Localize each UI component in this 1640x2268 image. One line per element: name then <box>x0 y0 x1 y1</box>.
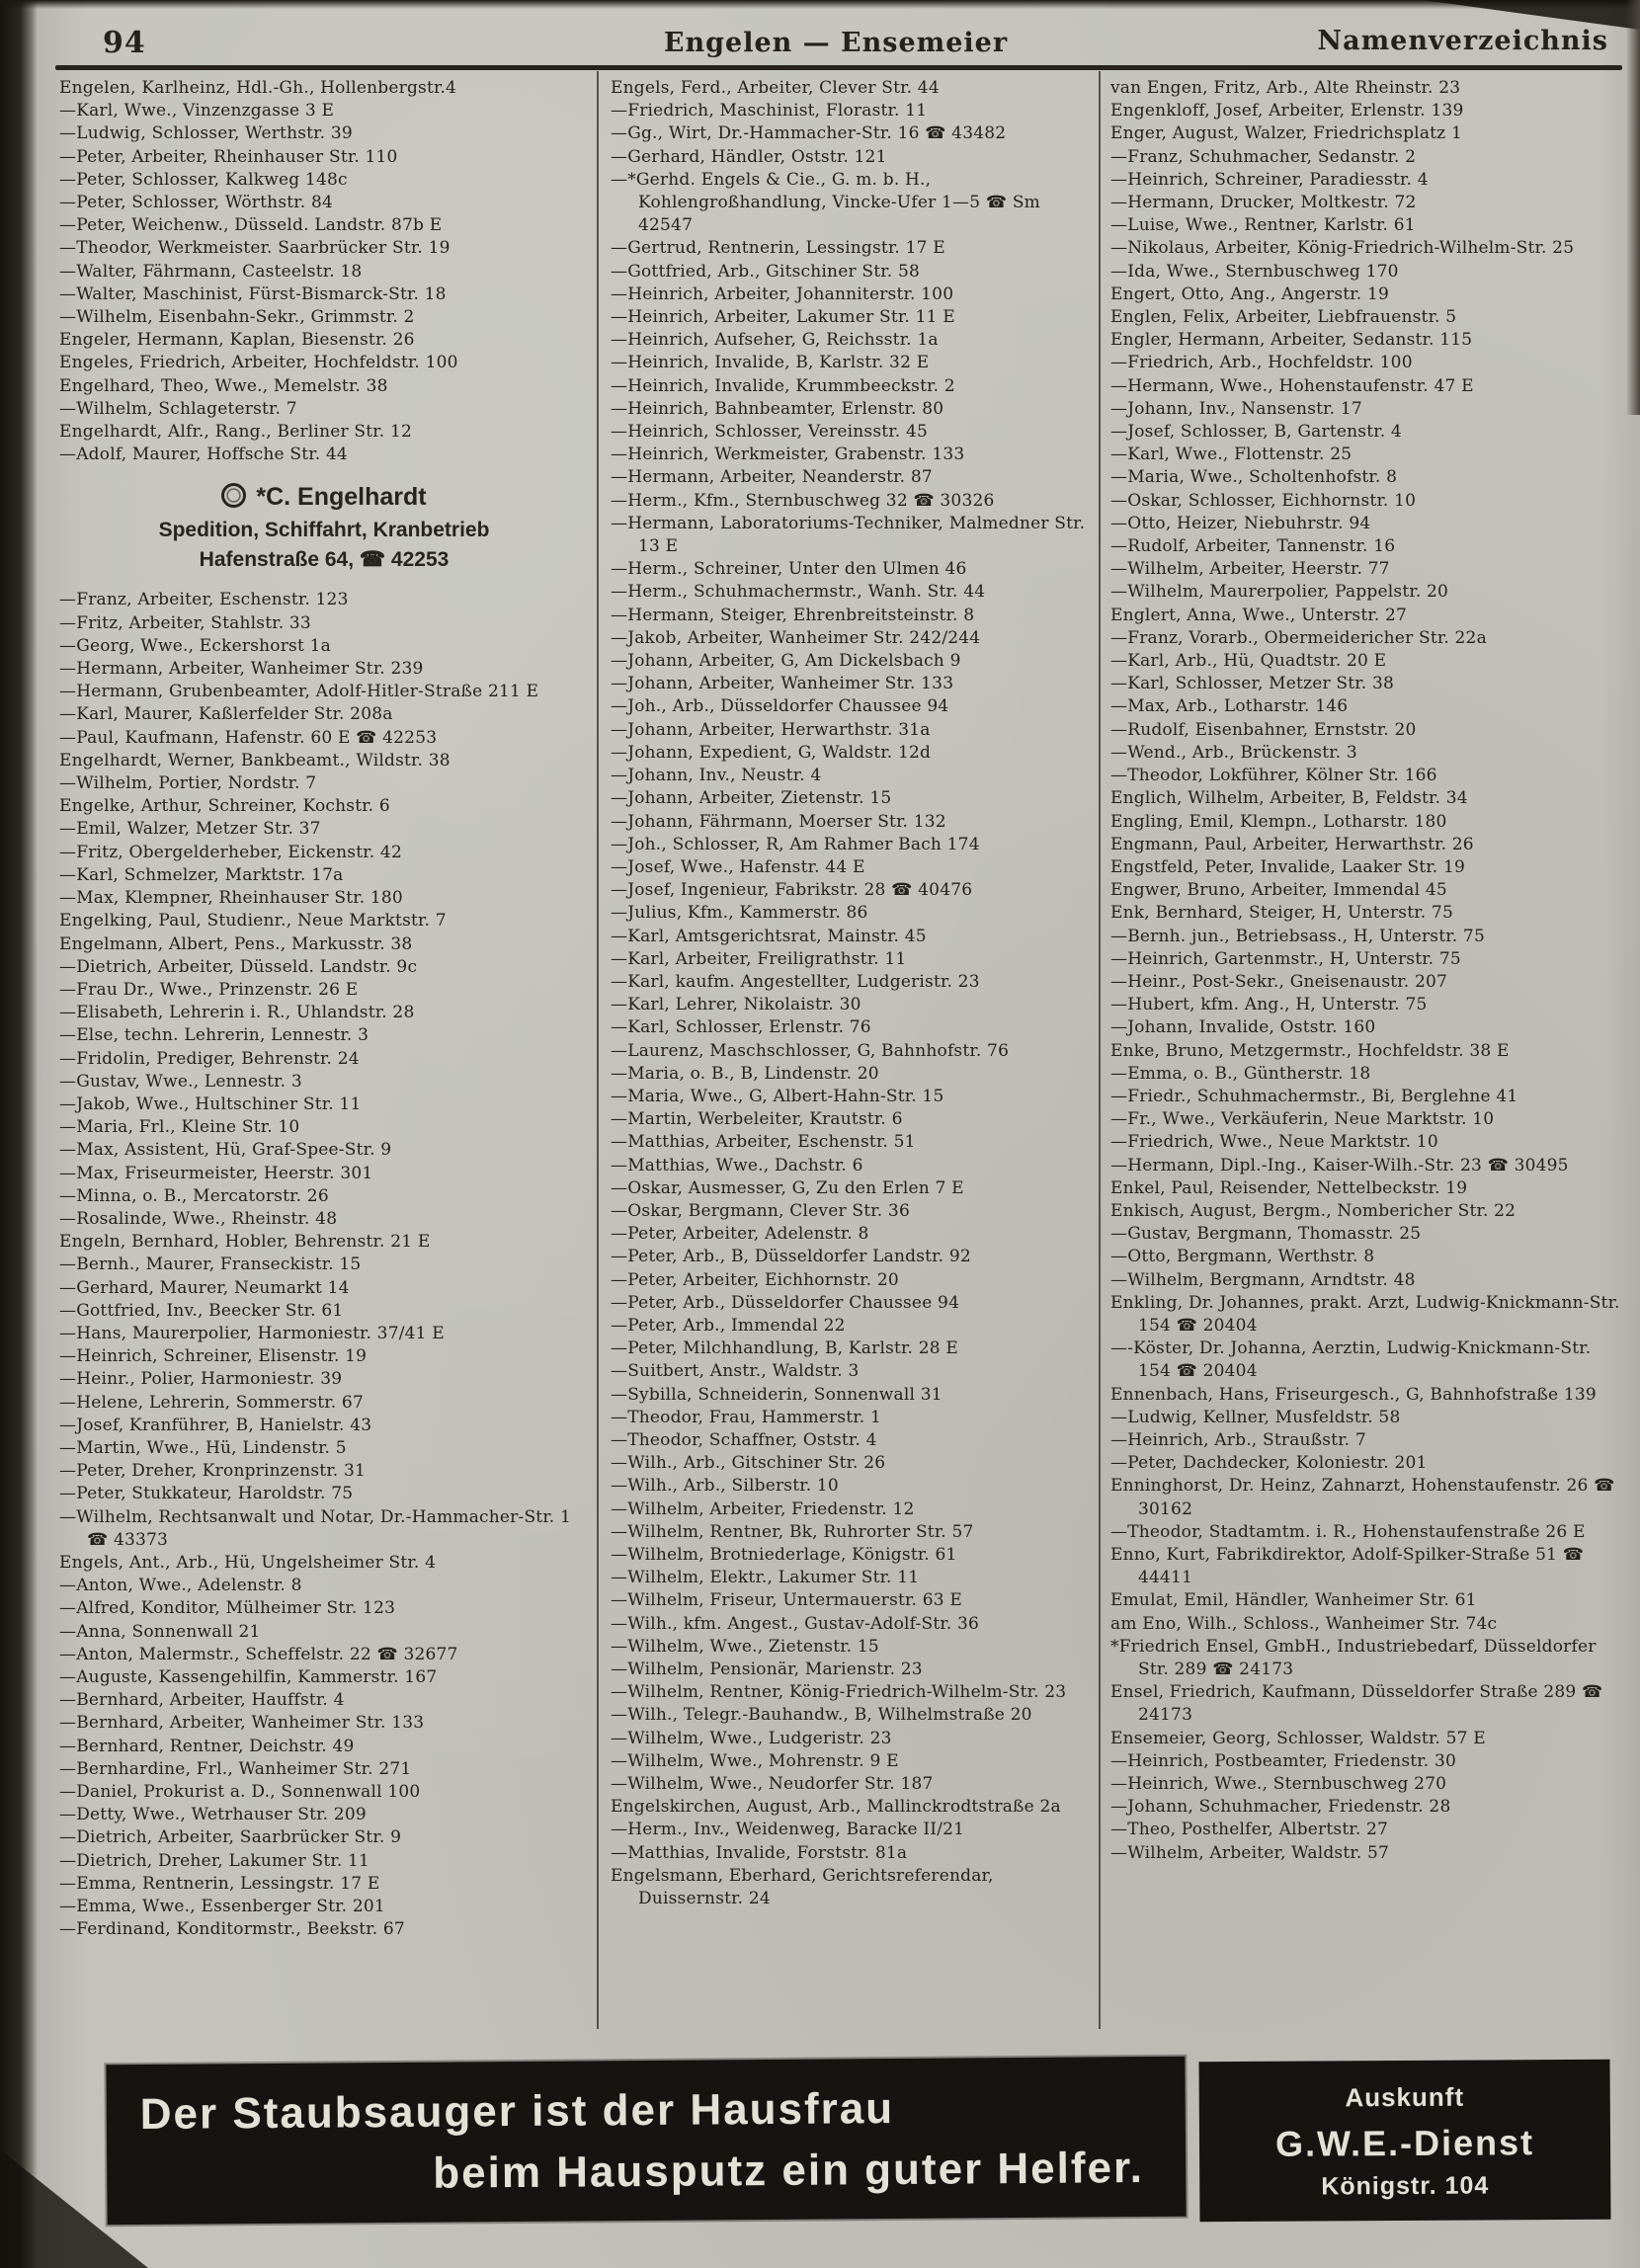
directory-entry: —Wilhelm, Brotniederlage, Königstr. 61 <box>611 1545 957 1565</box>
directory-entry: —Daniel, Prokurist a. D., Sonnenwall 100 <box>59 1782 421 1803</box>
directory-entry: —Max, Friseurmeister, Heerstr. 301 <box>59 1163 373 1183</box>
section-label: Namenverzeichnis <box>1317 26 1608 56</box>
directory-entry: —Peter, Arb., Düsseldorfer Chaussee 94 <box>611 1292 960 1313</box>
directory-entry: —Friedrich, Wwe., Neue Marktstr. 10 <box>1110 1132 1438 1153</box>
directory-entry: —Heinr., Polier, Harmoniestr. 39 <box>59 1369 343 1390</box>
directory-entry: Engelen, Karlheinz, Hdl.-Gh., Hollenbergstr.4 <box>59 78 457 98</box>
directory-entry: —Georg, Wwe., Eckershorst 1a <box>59 635 331 656</box>
directory-entry: —Ludwig, Kellner, Musfeldstr. 58 <box>1110 1407 1401 1427</box>
directory-entry: Engelking, Paul, Studienr., Neue Marktstr. 7 <box>59 911 447 932</box>
directory-entry: —Peter, Dachdecker, Koloniestr. 201 <box>1110 1453 1428 1474</box>
directory-entry: —Karl, Arbeiter, Freiligrathstr. 11 <box>611 948 907 969</box>
directory-entry: —Matthias, Invalide, Forststr. 81a <box>611 1842 908 1863</box>
directory-entry: —Johann, Arbeiter, Wanheimer Str. 133 <box>611 674 954 694</box>
directory-entry: —*Gerhd. Engels & Cie., G. m. b. H., Kohlengroßhandlung, Vincke-Ufer 1—5 ☎ Sm 42547 <box>611 169 1040 236</box>
directory-entry: —Gottfried, Arb., Gitschiner Str. 58 <box>611 261 920 282</box>
directory-entry: Engelhard, Theo, Wwe., Memelstr. 38 <box>59 375 388 396</box>
directory-entry: —Gerhard, Maurer, Neumarkt 14 <box>59 1277 350 1298</box>
page-edge-left-shadow <box>0 0 38 2268</box>
directory-entry: —Wilhelm, Rechtsanwalt und Notar, Dr.-Hammacher-Str. 1 ☎ 43373 <box>59 1506 572 1550</box>
directory-entry: Englen, Felix, Arbeiter, Liebfrauenstr. 5 <box>1110 307 1457 328</box>
directory-entry: Enno, Kurt, Fabrikdirektor, Adolf-Spilker-Straße 51 ☎ 44411 <box>1110 1545 1585 1588</box>
directory-entry: —Karl, Lehrer, Nikolaistr. 30 <box>611 995 861 1015</box>
directory-entry: —Friedrich, Arb., Hochfeldstr. 100 <box>1110 353 1413 373</box>
directory-entry: —Johann, Arbeiter, Zietenstr. 15 <box>611 788 892 809</box>
directory-entry: Ensel, Friedrich, Kaufmann, Düsseldorfer Straße 289 ☎ 24173 <box>1110 1682 1603 1726</box>
directory-entry: —Ferdinand, Konditormstr., Beekstr. 67 <box>59 1919 405 1940</box>
directory-entry: Engels, Ant., Arb., Hü, Ungelsheimer Str. 4 <box>59 1552 437 1573</box>
directory-entry: —Wilhelm, Arbeiter, Friedenstr. 12 <box>611 1498 915 1519</box>
directory-entry: —Jakob, Wwe., Hultschiner Str. 11 <box>59 1094 362 1114</box>
directory-entry: Engstfeld, Peter, Invalide, Laaker Str. 19 <box>1110 856 1466 877</box>
inline-ad-company-name: *C. Engelhardt <box>256 483 427 512</box>
directory-entry: —Wilh., Arb., Silberstr. 10 <box>611 1476 839 1497</box>
directory-entry: —Wilhelm, Friseur, Untermauerstr. 63 E <box>611 1590 962 1611</box>
directory-entry: Engwer, Bruno, Arbeiter, Immendal 45 <box>1110 880 1447 901</box>
directory-entry: Engelsmann, Eberhard, Gerichtsreferendar, Duissernstr. 24 <box>611 1865 994 1909</box>
footer-ad-vacuum <box>106 2057 1186 2226</box>
directory-entry: Engelhardt, Werner, Bankbeamt., Wildstr. 38 <box>59 750 451 770</box>
directory-entry: —Wilhelm, Bergmann, Arndtstr. 48 <box>1110 1269 1416 1290</box>
directory-entry: —Emma, Wwe., Essenberger Str. 201 <box>59 1897 385 1917</box>
directory-entry: Engling, Emil, Klempn., Lotharstr. 180 <box>1110 811 1447 832</box>
directory-entry: —Bernhardine, Frl., Wanheimer Str. 271 <box>59 1758 412 1779</box>
directory-entry: —Karl, Amtsgerichtsrat, Mainstr. 45 <box>611 926 927 946</box>
directory-entry: —Friedr., Schuhmachermstr., Bi, Berglehne 41 <box>1110 1086 1518 1106</box>
directory-entry: Englich, Wilhelm, Arbeiter, B, Feldstr. 34 <box>1110 788 1468 809</box>
directory-entry: Engeles, Friedrich, Arbeiter, Hochfeldstr. 100 <box>59 353 458 373</box>
directory-entry: —Hermann, Wwe., Hohenstaufenstr. 47 E <box>1110 375 1474 396</box>
directory-entry: —Heinrich, Schlosser, Vereinsstr. 45 <box>611 422 929 443</box>
directory-entry: —Laurenz, Maschschlosser, G, Bahnhofstr. 76 <box>611 1040 1010 1061</box>
directory-entry: —Bernh., Maurer, Franseckistr. 15 <box>59 1255 362 1275</box>
directory-entry: —Gustav, Wwe., Lennestr. 3 <box>59 1071 302 1092</box>
directory-entry: Enk, Bernhard, Steiger, H, Unterstr. 75 <box>1110 903 1453 924</box>
directory-entry: —Wilhelm, Rentner, König-Friedrich-Wilhelm-Str. 23 <box>611 1682 1067 1703</box>
directory-entry: —Peter, Schlosser, Wörthstr. 84 <box>59 193 333 213</box>
directory-entry: —Oskar, Schlosser, Eichhornstr. 10 <box>1110 490 1417 511</box>
directory-entry: —Oskar, Bergmann, Clever Str. 36 <box>611 1200 910 1221</box>
footer-ad-slogan-line1: Der Staubsauger ist der Hausfrau <box>139 2084 895 2140</box>
directory-entry: —Julius, Kfm., Kammerstr. 86 <box>611 903 868 924</box>
directory-entry: Enninghorst, Dr. Heinz, Zahnarzt, Hohenstaufenstr. 26 ☎ 30162 <box>1110 1476 1615 1519</box>
directory-entry: —Gustav, Bergmann, Thomasstr. 25 <box>1110 1224 1422 1245</box>
engelhardt-wreath-logo-icon <box>221 483 246 508</box>
directory-entry: —Josef, Ingenieur, Fabrikstr. 28 ☎ 40476 <box>611 880 973 901</box>
directory-entry: Engelmann, Albert, Pens., Markusstr. 38 <box>59 933 413 954</box>
directory-entry: Engert, Otto, Ang., Angerstr. 19 <box>1110 284 1389 304</box>
directory-entry: —Elisabeth, Lehrerin i. R., Uhlandstr. 28 <box>59 1003 415 1023</box>
directory-entry: —Hermann, Laboratoriums-Techniker, Malmedner Str. 13 E <box>611 513 1086 557</box>
directory-entry: —Suitbert, Anstr., Waldstr. 3 <box>611 1361 860 1382</box>
directory-entry: —Wilhelm, Wwe., Mohrenstr. 9 E <box>611 1750 899 1771</box>
directory-entry: Engelke, Arthur, Schreiner, Kochstr. 6 <box>59 796 390 817</box>
directory-entry: —Fritz, Arbeiter, Stahlstr. 33 <box>59 612 311 633</box>
directory-entry: —Hermann, Steiger, Ehrenbreitsteinstr. 8 <box>611 605 975 625</box>
directory-entry: —Gertrud, Rentnerin, Lessingstr. 17 E <box>611 238 945 259</box>
directory-entry: —Joh., Arb., Düsseldorfer Chaussee 94 <box>611 696 949 717</box>
inline-ad-line-2: Spedition, Schiffahrt, Kranbetrieb <box>158 519 490 542</box>
directory-entry: —Heinrich, Arbeiter, Johanniterstr. 100 <box>611 284 954 304</box>
directory-entry: —Bernhard, Rentner, Deichstr. 49 <box>59 1736 355 1756</box>
directory-entry: —Heinrich, Schreiner, Elisenstr. 19 <box>59 1346 368 1367</box>
directory-entry: —Jakob, Arbeiter, Wanheimer Str. 242/244 <box>611 627 981 648</box>
footer-ad-gwe-dienst <box>1199 2060 1611 2223</box>
directory-entry: —Hermann, Drucker, Moltkestr. 72 <box>1110 193 1417 213</box>
directory-entry: —Wilh., Arb., Gitschiner Str. 26 <box>611 1453 886 1474</box>
directory-entry: —Hermann, Arbeiter, Neanderstr. 87 <box>611 467 933 488</box>
directory-entry: —Minna, o. B., Mercatorstr. 26 <box>59 1185 329 1206</box>
directory-entry: —Maria, Wwe., G, Albert-Hahn-Str. 15 <box>611 1086 944 1106</box>
directory-entry: —Dietrich, Dreher, Lakumer Str. 11 <box>59 1850 370 1871</box>
inline-ad-line-1 <box>59 482 589 512</box>
directory-entry: —Johann, Inv., Neustr. 4 <box>611 766 822 786</box>
directory-entry: —Peter, Milchhandlung, B, Karlstr. 28 E <box>611 1338 958 1359</box>
directory-entry: —Gg., Wirt, Dr.-Hammacher-Str. 16 ☎ 43482 <box>611 123 1007 144</box>
directory-entry: —Peter, Arbeiter, Rheinhauser Str. 110 <box>59 146 398 167</box>
directory-entry: —Helene, Lehrerin, Sommerstr. 67 <box>59 1392 364 1413</box>
directory-entry: Engeler, Hermann, Kaplan, Biesenstr. 26 <box>59 330 415 351</box>
page-edge-right-shadow <box>1626 0 1640 415</box>
directory-entry: —Max, Klempner, Rheinhauser Str. 180 <box>59 888 403 909</box>
directory-entry: —Herm., Schreiner, Unter den Ulmen 46 <box>611 559 967 580</box>
directory-entry: —Theodor, Stadtamtm. i. R., Hohenstaufenstraße 26 E <box>1110 1521 1586 1542</box>
directory-entry: —Frau Dr., Wwe., Prinzenstr. 26 E <box>59 979 359 1000</box>
directory-entry: —Heinrich, Gartenmstr., H, Unterstr. 75 <box>1110 948 1461 969</box>
directory-entry: —Hubert, kfm. Ang., H, Unterstr. 75 <box>1110 995 1428 1015</box>
directory-entry: —Sybilla, Schneiderin, Sonnenwall 31 <box>611 1384 943 1405</box>
directory-entry: Ennenbach, Hans, Friseurgesch., G, Bahnhofstraße 139 <box>1110 1384 1597 1405</box>
footer-info-name: G.W.E.-Dienst <box>1274 2122 1535 2164</box>
directory-entry: —Wilhelm, Eisenbahn-Sekr., Grimmstr. 2 <box>59 307 415 328</box>
directory-entry: —Hermann, Grubenbeamter, Adolf-Hitler-Straße 211 E <box>59 682 539 702</box>
directory-entry: —Franz, Vorarb., Obermeidericher Str. 22a <box>1110 627 1487 648</box>
directory-entry: —Bernhard, Arbeiter, Hauffstr. 4 <box>59 1690 345 1711</box>
footer-info-address: Königstr. 104 <box>1321 2171 1490 2201</box>
directory-column-1 <box>59 77 589 1941</box>
directory-entry: —Wilhelm, Wwe., Zietenstr. 15 <box>611 1636 879 1657</box>
directory-entry: —Martin, Wwe., Hü, Lindenstr. 5 <box>59 1437 347 1458</box>
directory-entry: —Karl, Schlosser, Metzer Str. 38 <box>1110 674 1394 694</box>
directory-entry: —Emil, Walzer, Metzer Str. 37 <box>59 819 321 840</box>
directory-entry: —Max, Arb., Lotharstr. 146 <box>1110 696 1349 717</box>
directory-entry: —Wilhelm, Portier, Nordstr. 7 <box>59 773 317 794</box>
directory-entry: —Peter, Arbeiter, Adelenstr. 8 <box>611 1224 869 1245</box>
directory-entry: —Else, techn. Lehrerin, Lennestr. 3 <box>59 1025 369 1046</box>
directory-entry: —Karl, Schlosser, Erlenstr. 76 <box>611 1017 871 1038</box>
directory-entry: —Rudolf, Eisenbahner, Ernststr. 20 <box>1110 719 1417 740</box>
directory-entry: —Heinrich, Arb., Straußstr. 7 <box>1110 1429 1366 1450</box>
directory-entry: Emulat, Emil, Händler, Wanheimer Str. 61 <box>1110 1590 1477 1611</box>
directory-entry: —Peter, Stukkateur, Haroldstr. 75 <box>59 1484 354 1504</box>
directory-entry: Engels, Ferd., Arbeiter, Clever Str. 44 <box>611 78 940 98</box>
directory-entry: —Alfred, Konditor, Mülheimer Str. 123 <box>59 1598 396 1619</box>
directory-entry: —Ida, Wwe., Sternbuschweg 170 <box>1110 261 1399 282</box>
directory-column-3 <box>1110 77 1626 1865</box>
directory-column-2 <box>611 77 1091 1910</box>
directory-entry: —Maria, Wwe., Scholtenhofstr. 8 <box>1110 467 1398 488</box>
directory-entry: —Wilh., kfm. Angest., Gustav-Adolf-Str. 36 <box>611 1613 980 1634</box>
directory-entry: —Hermann, Dipl.-Ing., Kaiser-Wilh.-Str. 23 ☎ 30495 <box>1110 1155 1569 1175</box>
directory-entry: —Otto, Bergmann, Werthstr. 8 <box>1110 1247 1375 1267</box>
directory-entry: —Johann, Schuhmacher, Friedenstr. 28 <box>1110 1797 1451 1818</box>
directory-entry: —Johann, Fährmann, Moerser Str. 132 <box>611 811 946 832</box>
directory-entry: —Heinrich, Invalide, B, Karlstr. 32 E <box>611 353 930 373</box>
directory-entry: Enke, Bruno, Metzgermstr., Hochfeldstr. 38 E <box>1110 1040 1510 1061</box>
directory-entry: —Johann, Inv., Nansenstr. 17 <box>1110 398 1362 419</box>
directory-entry: Enkel, Paul, Reisender, Nettelbeckstr. 19 <box>1110 1177 1468 1198</box>
directory-entry: Ensemeier, Georg, Schlosser, Waldstr. 57 E <box>1110 1728 1486 1748</box>
directory-entry: —Peter, Schlosser, Kalkweg 148c <box>59 169 348 190</box>
directory-entry: —Wilh., Telegr.-Bauhandw., B, Wilhelmstraße 20 <box>611 1705 1032 1726</box>
directory-entry: —Karl, Arb., Hü, Quadtstr. 20 E <box>1110 651 1387 672</box>
directory-entry: —Herm., Inv., Weidenweg, Baracke II/21 <box>611 1820 965 1840</box>
directory-entry: —Gottfried, Inv., Beecker Str. 61 <box>59 1300 344 1321</box>
directory-entry: Engler, Hermann, Arbeiter, Sedanstr. 115 <box>1110 330 1473 351</box>
directory-entry: —Wilhelm, Rentner, Bk, Ruhrorter Str. 57 <box>611 1521 974 1542</box>
directory-entry: —Johann, Arbeiter, G, Am Dickelsbach 9 <box>611 651 961 672</box>
page-edge-top-shadow <box>0 0 1640 9</box>
directory-entry: Enger, August, Walzer, Friedrichsplatz 1 <box>1110 123 1462 144</box>
directory-entry: —Rudolf, Arbeiter, Tannenstr. 16 <box>1110 536 1396 557</box>
inline-ad-line-3: Hafenstraße 64, ☎ 42253 <box>199 548 450 572</box>
directory-entry: —Otto, Heizer, Niebuhrstr. 94 <box>1110 513 1371 533</box>
directory-entry: —Gerhard, Händler, Oststr. 121 <box>611 146 887 167</box>
page-header <box>57 24 1614 63</box>
footer-info-title: Auskunft <box>1345 2081 1465 2113</box>
directory-entry: —Wilhelm, Arbeiter, Heerstr. 77 <box>1110 559 1390 580</box>
column-divider-1 <box>597 71 599 2029</box>
directory-entry: —Heinrich, Werkmeister, Grabenstr. 133 <box>611 445 965 465</box>
directory-entry: —Heinr., Post-Sekr., Gneisenaustr. 207 <box>1110 971 1448 992</box>
directory-entry: —Dietrich, Arbeiter, Saarbrücker Str. 9 <box>59 1827 402 1848</box>
directory-entry: —Franz, Arbeiter, Eschenstr. 123 <box>59 590 349 610</box>
directory-entry: —Karl, Maurer, Kaßlerfelder Str. 208a <box>59 704 393 725</box>
directory-entry: —Bernh. jun., Betriebsass., H, Unterstr. 75 <box>1110 926 1485 946</box>
directory-entry: —Paul, Kaufmann, Hafenstr. 60 E ☎ 42253 <box>59 727 438 748</box>
directory-entry: —Fritz, Obergelderheber, Eickenstr. 42 <box>59 842 402 862</box>
directory-entry: —Auguste, Kassengehilfin, Kammerstr. 167 <box>59 1667 438 1687</box>
directory-entry: —Rosalinde, Wwe., Rheinstr. 48 <box>59 1208 338 1229</box>
directory-entry: —Dietrich, Arbeiter, Düsseld. Landstr. 9c <box>59 956 418 977</box>
inline-ad-engelhardt <box>59 482 589 575</box>
directory-entry: —Walter, Fährmann, Casteelstr. 18 <box>59 261 363 282</box>
directory-entry: —Max, Assistent, Hü, Graf-Spee-Str. 9 <box>59 1140 392 1161</box>
directory-entry: Englert, Anna, Wwe., Unterstr. 27 <box>1110 605 1408 625</box>
directory-entry: *Friedrich Ensel, GmbH., Industriebedarf, Düsseldorfer Str. 289 ☎ 24173 <box>1110 1636 1597 1680</box>
directory-entry: —Heinrich, Bahnbeamter, Erlenstr. 80 <box>611 398 944 419</box>
directory-entry: —Adolf, Maurer, Hoffsche Str. 44 <box>59 445 348 465</box>
directory-entry: —Josef, Wwe., Hafenstr. 44 E <box>611 856 865 877</box>
directory-entry: —Wilhelm, Pensionär, Marienstr. 23 <box>611 1660 923 1680</box>
directory-entry: —Heinrich, Arbeiter, Lakumer Str. 11 E <box>611 307 955 328</box>
directory-entry: —Hans, Maurerpolier, Harmoniestr. 37/41 E <box>59 1323 445 1343</box>
directory-entry: —Theodor, Schaffner, Oststr. 4 <box>611 1429 877 1450</box>
directory-entry: —Wilhelm, Maurerpolier, Pappelstr. 20 <box>1110 582 1449 603</box>
directory-entry: —Johann, Expedient, G, Waldstr. 12d <box>611 742 932 763</box>
directory-entry: van Engen, Fritz, Arb., Alte Rheinstr. 23 <box>1110 78 1461 98</box>
directory-entry: —Fridolin, Prediger, Behrenstr. 24 <box>59 1048 360 1069</box>
directory-entry: —Karl, Wwe., Vinzenzgasse 3 E <box>59 101 335 122</box>
directory-entry: —Heinrich, Aufseher, G, Reichsstr. 1a <box>611 330 939 351</box>
directory-entry: Enkisch, August, Bergm., Nombericher Str. 22 <box>1110 1200 1517 1221</box>
footer-ad-slogan-line2: beim Hausputz ein guter Helfer. <box>433 2144 1145 2198</box>
directory-entry: —Peter, Arb., Immendal 22 <box>611 1315 846 1336</box>
directory-entry: —Theodor, Werkmeister. Saarbrücker Str. 19 <box>59 238 451 259</box>
directory-entry: —Theodor, Frau, Hammerstr. 1 <box>611 1407 882 1427</box>
directory-entry: —Hermann, Arbeiter, Wanheimer Str. 239 <box>59 659 424 680</box>
header-rule <box>55 65 1622 70</box>
directory-entry: —Peter, Arb., B, Düsseldorfer Landstr. 92 <box>611 1247 971 1267</box>
directory-entry: —Wilhelm, Wwe., Ludgeristr. 23 <box>611 1728 892 1748</box>
directory-entry: —Wilhelm, Wwe., Neudorfer Str. 187 <box>611 1774 934 1795</box>
directory-entry: Engenkloff, Josef, Arbeiter, Erlenstr. 139 <box>1110 101 1464 122</box>
directory-entry: —Maria, o. B., B, Lindenstr. 20 <box>611 1063 879 1084</box>
directory-entry: —Josef, Kranführer, B, Hanielstr. 43 <box>59 1415 372 1435</box>
directory-entry: —Matthias, Arbeiter, Eschenstr. 51 <box>611 1132 916 1153</box>
directory-entry: —Oskar, Ausmesser, G, Zu den Erlen 7 E <box>611 1177 964 1198</box>
directory-entry: —Martin, Werbeleiter, Krautstr. 6 <box>611 1109 903 1130</box>
directory-entry: —Wilhelm, Elektr., Lakumer Str. 11 <box>611 1568 920 1588</box>
directory-entry: —Johann, Invalide, Oststr. 160 <box>1110 1017 1376 1038</box>
directory-entry: —Joh., Schlosser, R, Am Rahmer Bach 174 <box>611 834 980 854</box>
directory-entry: —Bernhard, Arbeiter, Wanheimer Str. 133 <box>59 1713 425 1734</box>
directory-entry: Engelskirchen, August, Arb., Mallinckrodtstraße 2a <box>611 1797 1061 1818</box>
directory-entry: —Peter, Weichenw., Düsseld. Landstr. 87b E <box>59 215 443 236</box>
directory-entry: —Detty, Wwe., Wetrhauser Str. 209 <box>59 1805 367 1825</box>
directory-entry: —Fr., Wwe., Verkäuferin, Neue Marktstr. 10 <box>1110 1109 1495 1130</box>
directory-entry: —Karl, Schmelzer, Marktstr. 17a <box>59 864 344 885</box>
directory-entry: —Walter, Maschinist, Fürst-Bismarck-Str. 18 <box>59 284 447 304</box>
directory-entry: —Peter, Dreher, Kronprinzenstr. 31 <box>59 1461 367 1482</box>
directory-entry: —Johann, Arbeiter, Herwarthstr. 31a <box>611 719 931 740</box>
column-divider-2 <box>1099 71 1101 2029</box>
page-title: Engelen — Ensemeier <box>663 28 1009 58</box>
directory-entry: —Maria, Frl., Kleine Str. 10 <box>59 1117 300 1138</box>
directory-entry: —Anton, Malermstr., Scheffelstr. 22 ☎ 32677 <box>59 1644 458 1664</box>
directory-entry: Enkling, Dr. Johannes, prakt. Arzt, Ludwig-Knickmann-Str. 154 ☎ 20404 <box>1110 1292 1620 1336</box>
directory-entry: —Karl, Wwe., Flottenstr. 25 <box>1110 445 1353 465</box>
directory-entry: —Emma, Rentnerin, Lessingstr. 17 E <box>59 1873 380 1894</box>
directory-entry: —Anna, Sonnenwall 21 <box>59 1621 261 1642</box>
directory-entry: —Karl, kaufm. Angestellter, Ludgeristr. 23 <box>611 971 980 992</box>
directory-entry: —Theo, Posthelfer, Albertstr. 27 <box>1110 1820 1389 1840</box>
directory-entry: —Herm., Kfm., Sternbuschweg 32 ☎ 30326 <box>611 490 995 511</box>
directory-entry: —Theodor, Lokführer, Kölner Str. 166 <box>1110 766 1437 786</box>
directory-entry: —Friedrich, Maschinist, Florastr. 11 <box>611 101 928 122</box>
directory-entry: Engeln, Bernhard, Hobler, Behrenstr. 21 E <box>59 1232 431 1253</box>
directory-entry: —Nikolaus, Arbeiter, König-Friedrich-Wilhelm-Str. 25 <box>1110 238 1575 259</box>
directory-entry: am Eno, Wilh., Schloss., Wanheimer Str. 74c <box>1110 1613 1498 1634</box>
directory-entry: —Wilhelm, Schlageterstr. 7 <box>59 398 297 419</box>
directory-entry: —Heinrich, Wwe., Sternbuschweg 270 <box>1110 1774 1447 1795</box>
directory-entry: —Peter, Arbeiter, Eichhornstr. 20 <box>611 1269 899 1290</box>
directory-entry: —Josef, Schlosser, B, Gartenstr. 4 <box>1110 422 1402 443</box>
directory-entry: —Emma, o. B., Güntherstr. 18 <box>1110 1063 1371 1084</box>
directory-entry: —Franz, Schuhmacher, Sedanstr. 2 <box>1110 146 1417 167</box>
directory-entry: —Matthias, Wwe., Dachstr. 6 <box>611 1155 863 1175</box>
directory-entry: —Wilhelm, Arbeiter, Waldstr. 57 <box>1110 1842 1390 1863</box>
directory-entry: —Heinrich, Invalide, Krummbeeckstr. 2 <box>611 375 955 396</box>
directory-entry: —Heinrich, Postbeamter, Friedenstr. 30 <box>1110 1750 1456 1771</box>
directory-entry: Engmann, Paul, Arbeiter, Herwarthstr. 26 <box>1110 834 1474 854</box>
directory-entry: —Luise, Wwe., Rentner, Karlstr. 61 <box>1110 215 1416 236</box>
directory-entry: —Heinrich, Schreiner, Paradiesstr. 4 <box>1110 169 1429 190</box>
directory-entry: —Wend., Arb., Brückenstr. 3 <box>1110 742 1357 763</box>
page-number: 94 <box>103 26 146 60</box>
directory-entry: —Ludwig, Schlosser, Werthstr. 39 <box>59 123 353 144</box>
directory-entry: Engelhardt, Alfr., Rang., Berliner Str. 12 <box>59 422 412 443</box>
directory-entry: —Anton, Wwe., Adelenstr. 8 <box>59 1576 302 1596</box>
directory-entry: —Herm., Schuhmachermstr., Wanh. Str. 44 <box>611 582 986 603</box>
directory-entry: —-Köster, Dr. Johanna, Aerztin, Ludwig-Knickmann-Str. 154 ☎ 20404 <box>1110 1338 1592 1382</box>
